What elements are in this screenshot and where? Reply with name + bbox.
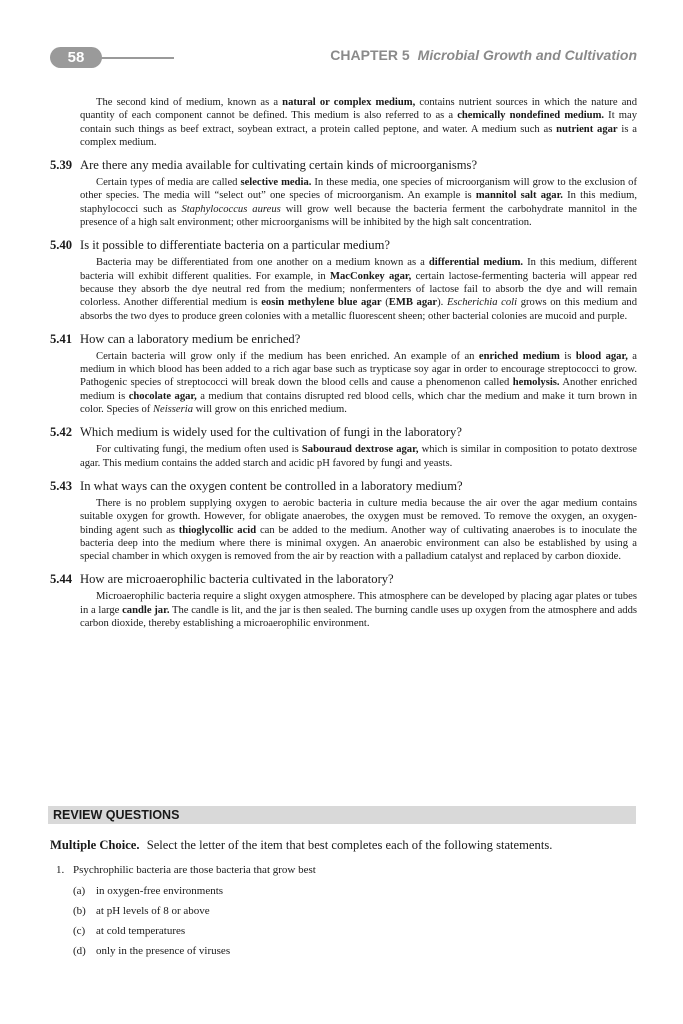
option-letter: (c) — [73, 925, 86, 937]
option-c — [73, 924, 230, 944]
question-text: How are microaerophilic bacteria cultivated in the laboratory? — [80, 572, 394, 587]
question-text: Is it possible to differentiate bacteria on a particular medium? — [80, 238, 390, 253]
italic-term: Escherichia coli — [446, 297, 518, 309]
text-run: It may contain such things as beef extract, soybean extract, a protein called peptone, and water. A medium such as — [80, 110, 637, 135]
text-run: a medium that contains disrupted red blood cells, which char the medium and make it turn brown in color. Species of — [80, 390, 637, 416]
text-run: is a complex medium. — [80, 123, 637, 148]
chapter-label: CHAPTER 5 — [330, 47, 410, 63]
text-run: contains nutrient sources in which the nature and quantity of each component cannot be defined. This medium is also referred to as a — [80, 97, 637, 122]
bold-term: mannitol salt agar. — [475, 190, 563, 202]
page-number: 58 — [50, 47, 102, 68]
answer-paragraph — [80, 443, 637, 470]
text-run: The candle is lit, and the jar is then sealed. The burning candle uses up oxygen from the atmosphere and adds carbon dioxide, thereby establishing a microaerophilic environment. — [80, 604, 637, 630]
item-text: Psychrophilic bacteria are those bacteria that grow best — [73, 864, 316, 876]
text-run: Another enriched medium is — [80, 377, 637, 402]
qa-item — [0, 158, 683, 229]
qa-item — [0, 479, 683, 563]
option-text: only in the presence of viruses — [96, 945, 231, 957]
text-run: Certain bacteria will grow only if the medium has been enriched. An example of an — [96, 350, 479, 362]
text-run: For cultivating fungi, the medium often used is — [96, 444, 302, 456]
question-number: 5.44 — [50, 572, 73, 587]
qa-list — [0, 158, 683, 630]
bold-term: enriched medium — [478, 350, 560, 362]
question-text: In what ways can the oxygen content be controlled in a laboratory medium? — [80, 478, 463, 493]
text-run: In this medium, staphylococci such as — [80, 190, 638, 215]
header-rule — [98, 57, 174, 59]
item-number: 1. — [56, 864, 65, 876]
mc-instructions: Select the letter of the item that best completes each of the following statements. — [146, 838, 553, 852]
option-b — [73, 904, 230, 924]
text-run: Bacteria may be differentiated from one another on a medium known as a — [96, 257, 429, 269]
answer-paragraph — [80, 497, 637, 563]
mc-label: Multiple Choice. — [50, 838, 140, 852]
text-run: grows on this medium and absorbs the two dyes to produce green colonies with a metallic fluorescent sheen; other bacterial colonies are mucoid and purple. — [80, 297, 638, 322]
text-run: which is similar in composition to potato dextrose agar. This medium contains the added starch and acidic pH favored by fungi and yeasts. — [80, 444, 638, 469]
question-text: Are there any media available for cultivating certain kinds of microorganisms? — [80, 158, 478, 173]
chapter-name: Microbial Growth and Cultivation — [417, 47, 637, 63]
qa-item — [0, 238, 683, 322]
chapter-header — [330, 47, 637, 63]
option-letter: (d) — [73, 945, 86, 957]
bold-term: selective media. — [240, 177, 312, 189]
intro-paragraph — [80, 96, 637, 149]
answer-paragraph — [80, 590, 637, 630]
multiple-choice-instructions — [50, 838, 552, 853]
intro-text — [80, 97, 637, 148]
answer-options — [73, 884, 230, 964]
text-run: is — [559, 350, 576, 362]
review-heading: REVIEW QUESTIONS — [53, 808, 180, 822]
review-item-1 — [56, 864, 316, 876]
text-run: ( — [381, 297, 389, 309]
bold-term: chocolate agar, — [128, 390, 197, 402]
question-heading — [50, 425, 637, 440]
bold-term: EMB agar — [388, 297, 438, 309]
option-letter: (b) — [73, 905, 86, 917]
text-run: The second kind of medium, known as a — [96, 97, 283, 108]
qa-item — [0, 572, 683, 630]
italic-term: Staphylococcus aureus — [181, 203, 281, 215]
bold-term: hemolysis. — [512, 377, 560, 389]
text-run: Certain types of media are called — [96, 177, 241, 189]
bold-term: candle jar. — [122, 604, 170, 616]
answer-paragraph — [80, 256, 637, 322]
question-number: 5.39 — [50, 158, 73, 173]
question-heading — [50, 158, 637, 173]
option-text: in oxygen-free environments — [96, 885, 224, 897]
option-d — [73, 944, 230, 964]
option-a — [73, 884, 230, 904]
bold-term: MacConkey agar, — [330, 270, 412, 282]
question-heading — [50, 332, 637, 347]
question-text: Which medium is widely used for the cultivation of fungi in the laboratory? — [80, 425, 462, 440]
bold-term: chemically nondefined medium. — [457, 110, 605, 122]
answer-paragraph — [80, 350, 637, 416]
question-number: 5.40 — [50, 238, 73, 253]
text-run: In this medium, different bacteria will exhibit different qualities. For example, in — [80, 257, 637, 282]
question-heading — [50, 572, 637, 587]
option-text: at pH levels of 8 or above — [96, 905, 210, 917]
text-run: a medium in which blood has been added to a rich agar base such as trypticase soy agar in order to encourage streptococci to grow. Pathogenic species of streptococci will break down the blood cells and cause a phenomenon called — [80, 350, 638, 389]
bold-term: Sabouraud dextrose agar, — [301, 444, 419, 456]
question-number: 5.42 — [50, 425, 73, 440]
text-run: ). — [437, 297, 447, 309]
question-number: 5.43 — [50, 478, 73, 493]
question-heading — [50, 479, 637, 494]
bold-term: differential medium. — [428, 257, 524, 269]
bold-term: nutrient agar — [556, 123, 618, 135]
text-run: Microaerophilic bacteria require a slight oxygen atmosphere. This atmosphere can be developed by placing agar plates or tubes in a large — [80, 591, 637, 616]
question-heading — [50, 238, 637, 253]
question-text: How can a laboratory medium be enriched? — [80, 331, 301, 346]
bold-term: blood agar, — [575, 350, 628, 362]
bold-term: natural or complex medium, — [282, 97, 416, 108]
review-questions-banner — [48, 806, 636, 824]
answer-paragraph — [80, 176, 637, 229]
italic-term: Neisseria — [152, 404, 193, 416]
text-run: will grow well because the bacteria ferment the carbohydrate mannitol in the presence of a high salt environment; other microorganisms will be inhibited by the high salt concentration. — [80, 203, 638, 229]
bold-term: thioglycollic acid — [178, 524, 257, 536]
bold-term: eosin methylene blue agar — [261, 297, 382, 309]
text-run: There is no problem supplying oxygen to aerobic bacteria in culture media because the air over the agar medium contains suitable oxygen for growth. However, for obligate anaerobes, the oxygen must be removed. To remove the oxygen, an oxygen-binding agent such as — [80, 497, 637, 536]
qa-item — [0, 425, 683, 470]
page-body — [0, 96, 683, 630]
option-letter: (a) — [73, 885, 86, 897]
text-run: can be added to the medium. Another way of cultivating anaerobes is to inoculate the bacteria deep into the medium where there is minimal oxygen. An anaerobic environment can also be established by using a special chamber in which oxygen is removed from the air by reaction with a palladium catalyst and replaced by carbon dioxide. — [80, 524, 638, 563]
qa-item — [0, 332, 683, 416]
text-run: certain lactose-fermenting bacteria will appear red because they absorb the dye neutral red from the medium; nonfermenters of lactose fail to absorb the dye and will remain colorless. Another differential medium is — [80, 270, 637, 309]
question-number: 5.41 — [50, 331, 73, 346]
text-run: will grow on this enriched medium. — [193, 404, 347, 416]
option-text: at cold temperatures — [96, 925, 186, 937]
text-run: In these media, one species of microorganism will grow to the exclusion of other species. The media will “select out” one species of microorganism. An example is — [80, 177, 637, 202]
